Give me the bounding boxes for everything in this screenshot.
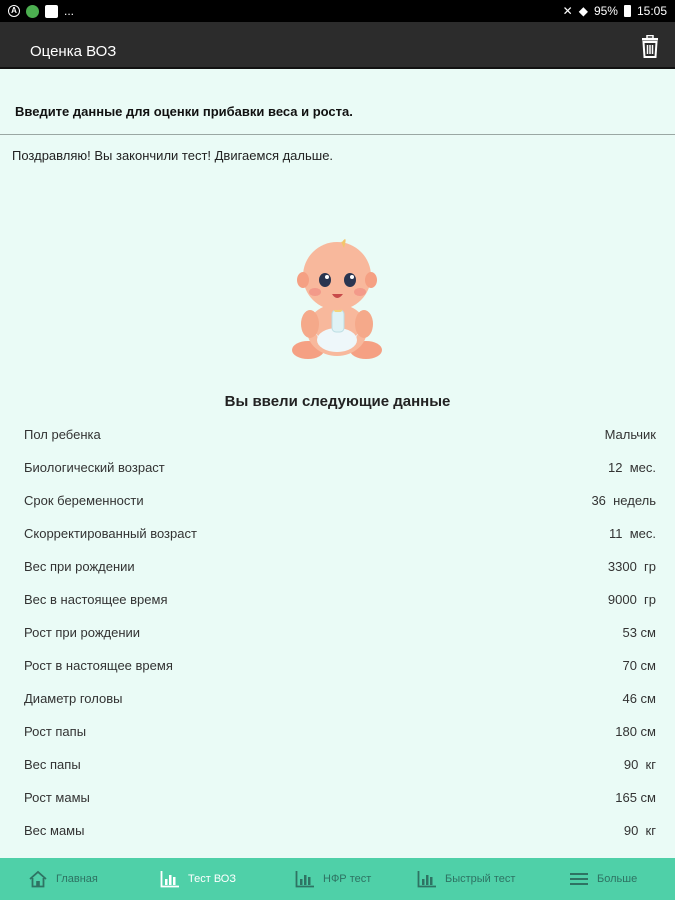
row-value: 165 см <box>615 790 656 805</box>
data-row <box>24 484 656 517</box>
status-right <box>563 4 667 18</box>
row-value: 90 кг <box>623 757 656 772</box>
data-row <box>24 583 656 616</box>
menu-icon <box>569 870 589 888</box>
row-label: Рост при рождении <box>24 625 141 640</box>
nav-item-home[interactable] <box>28 870 98 888</box>
row-label: Рост в настоящее время <box>24 658 173 673</box>
section-title: Вы ввели следующие данные <box>224 393 451 410</box>
row-label: Срок беременности <box>24 493 144 508</box>
row-label: Диаметр головы <box>24 691 123 706</box>
row-value: 46 см <box>622 691 656 706</box>
home-icon <box>28 870 48 888</box>
data-row <box>24 715 656 748</box>
row-label: Рост мамы <box>24 790 90 805</box>
row-label: Рост папы <box>24 724 87 739</box>
nav-item-quick-test[interactable] <box>417 870 515 888</box>
data-row <box>24 781 656 814</box>
row-value: 53 см <box>622 625 656 640</box>
row-label: Пол ребенка <box>24 427 101 442</box>
nav-item-who-test[interactable] <box>160 870 236 888</box>
row-value: 12 мес. <box>608 460 656 475</box>
app-notification-icon: A <box>8 5 20 17</box>
row-value: 3300 гр <box>607 559 656 574</box>
image-notification-icon <box>45 5 58 18</box>
bar-chart-icon <box>417 870 437 888</box>
clock: 15:05 <box>636 4 667 18</box>
row-value: 9000 гр <box>607 592 656 607</box>
row-value: 11 мес. <box>609 526 656 541</box>
trash-icon[interactable] <box>639 35 661 59</box>
data-row <box>24 418 656 451</box>
data-row <box>24 550 656 583</box>
status-bar <box>0 0 675 22</box>
data-row <box>24 748 656 781</box>
bar-chart-icon <box>295 870 315 888</box>
nav-item-more[interactable] <box>569 870 637 888</box>
app-bar <box>0 22 675 69</box>
subheader-text: Введите данные для оценки прибавки веса и роста. <box>15 104 353 119</box>
nav-label: НФР тест <box>323 873 372 885</box>
baby-illustration <box>290 232 384 364</box>
data-row <box>24 682 656 715</box>
row-value: Мальчик <box>604 427 656 442</box>
data-row <box>24 451 656 484</box>
battery-percent: 95% <box>593 4 618 18</box>
data-row <box>24 616 656 649</box>
nav-label: Больше <box>597 873 638 885</box>
nav-label: Главная <box>56 873 98 885</box>
row-value: 180 см <box>615 724 656 739</box>
bar-chart-icon <box>160 870 180 888</box>
row-value: 36 недель <box>591 493 656 508</box>
globe-notification-icon <box>26 5 39 18</box>
row-label: Скорректированный возраст <box>24 526 197 541</box>
row-label: Вес мамы <box>24 823 85 838</box>
data-row <box>24 649 656 682</box>
row-value: 90 кг <box>623 823 656 838</box>
data-row <box>24 517 656 550</box>
congrats-message: Поздравляю! Вы закончили тест! Двигаемся дальше. <box>12 148 334 163</box>
subheader <box>0 69 675 135</box>
page-title: Оценка ВОЗ <box>30 43 117 60</box>
data-list <box>24 418 656 847</box>
row-value: 70 см <box>622 658 656 673</box>
row-label: Вес папы <box>24 757 81 772</box>
nav-label: Быстрый тест <box>445 873 516 885</box>
row-label: Вес в настоящее время <box>24 592 168 607</box>
nav-item-nfr-test[interactable] <box>295 870 371 888</box>
row-label: Биологический возраст <box>24 460 165 475</box>
bottom-nav <box>0 858 675 900</box>
wifi-icon: ◆ <box>578 4 588 18</box>
mute-icon: ✕ <box>562 4 573 18</box>
row-label: Вес при рождении <box>24 559 135 574</box>
nav-label: Тест ВОЗ <box>188 873 236 885</box>
status-left <box>8 4 74 18</box>
battery-icon <box>624 5 631 17</box>
status-more-text: ... <box>64 4 75 18</box>
data-row <box>24 814 656 847</box>
